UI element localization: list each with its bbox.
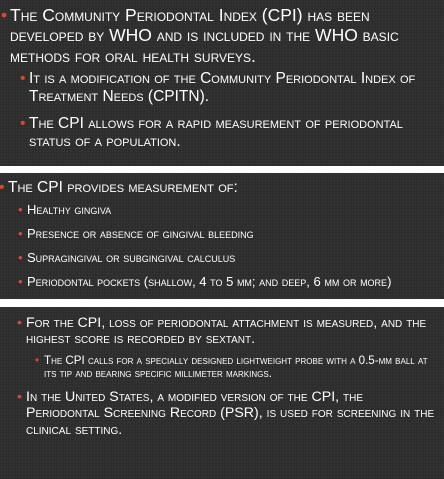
probe-subbullet: • The CPI calls for a specially designed lightweight probe with a 0.5-mm ball at its tip and bearing specific millimeter markings. [44,354,438,381]
cpi-measurement-heading: • The CPI provides measurement of: [8,179,440,197]
slide-panel-cpi-attachment [0,307,444,479]
attachment-loss-bullet: • For the CPI, loss of periodontal attachment is measured, and the highest score is recorded by sextant. [26,315,438,348]
slide-panel-cpi-intro [0,0,444,166]
psr-bullet: • In the United States, a modified version of the CPI, the Periodontal Screening Record (PSR), is used for screening in the clinical setting. [26,389,438,438]
cpi-intro-bullet: • The Community Periodontal Index (CPI) has been developed by WHO and is included in the WHO basic methods for oral health surveys. [10,5,440,66]
measurement-item: • Periodontal pockets (shallow, 4 to 5 mm; and deep, 6 mm or more) [27,274,436,289]
cpi-rapid-measurement-subbullet: • The CPI allows for a rapid measurement of periodontal status of a population. [29,115,436,151]
measurement-item: • Healthy gingiva [27,202,436,217]
measurement-item: • Supragingival or subgingival calculus [27,250,436,265]
measurement-item: • Presence or absence of gingival bleeding [27,226,436,241]
cpi-modification-subbullet: • It is a modification of the Community Periodontal Index of Treatment Needs (CPITN). [29,70,436,106]
slide-panel-cpi-measurements [0,173,444,299]
